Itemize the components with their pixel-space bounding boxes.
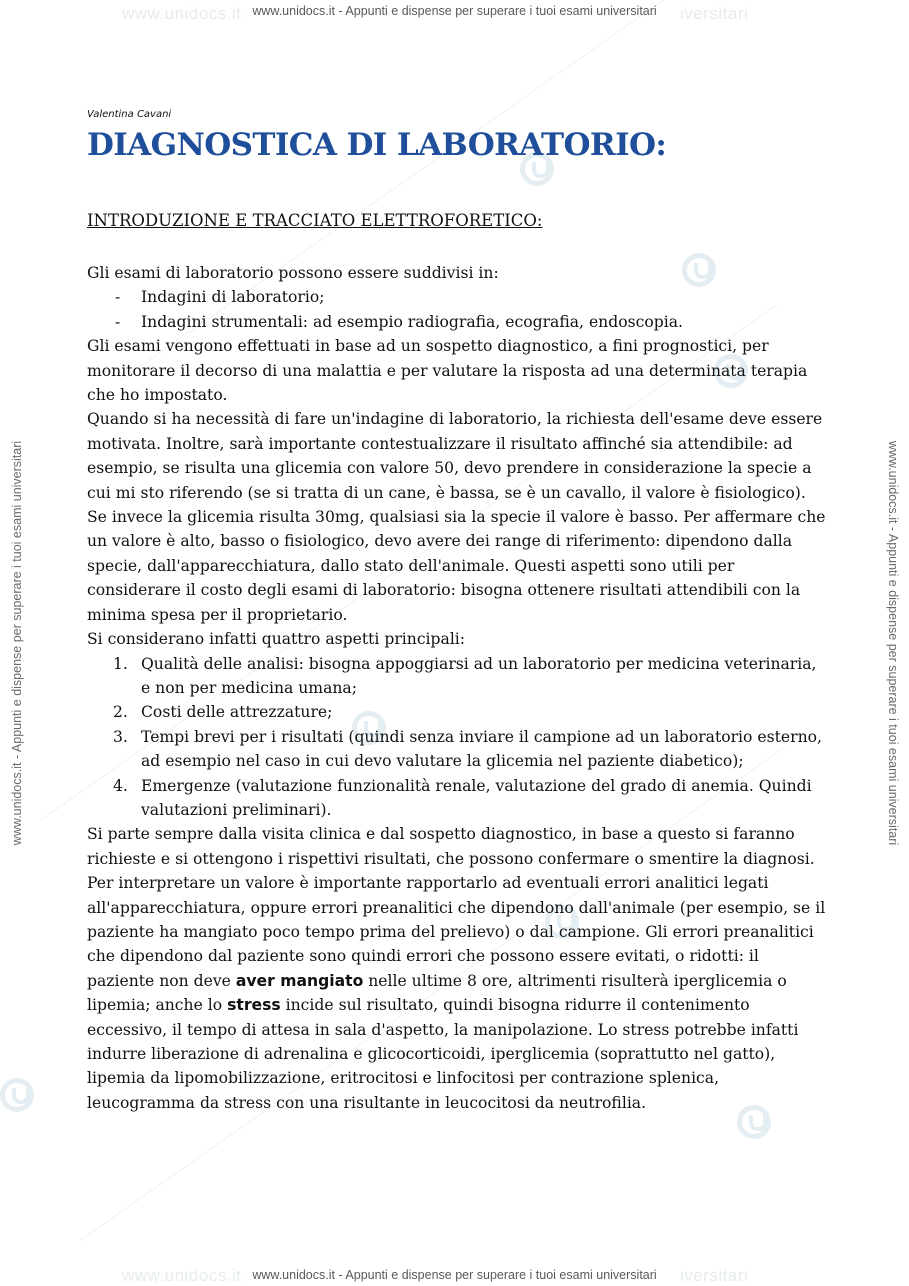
list-item-text: Tempi brevi per i risultati (quindi senza inviare il campione ad un laboratorio esterno, ad esempio nel caso in cui devo valutare la glicemia nel paziente diabetico); — [141, 727, 822, 771]
watermark-header: www.unidocs.it - Appunti e dispense per superare i tuoi esami universitari — [252, 4, 657, 18]
watermark-footer: www.unidocs.it - Appunti e dispense per superare i tuoi esami universitari — [252, 1268, 657, 1282]
list-item-text: Indagini di laboratorio; — [141, 288, 325, 307]
paragraph — [87, 871, 827, 1115]
watermark-logo-icon — [0, 1078, 34, 1112]
paragraph: Gli esami vengono effettuati in base ad un sospetto diagnostico, a fini prognostici, per monitorare il decorso di una malattia e per valutare la risposta ad una determinata terapia che ho impostato. — [87, 337, 808, 405]
paragraph-text: Per interpretare un valore è importante rapportarlo ad eventuali errori analitici legati all'apparecchiatura, oppure errori preanalitici che dipendono dall'animale (per esempio, se il paziente ha mangiato poco tempo prima del prelievo) o dal campione. Gli errori preanalitici che dipendono dal paziente sono quindi errori che possono essere evitati, o ridotti: il paziente non deve — [87, 874, 826, 990]
watermark-ghost-text: www.unidocs.it — [122, 1266, 242, 1285]
paragraph: Quando si ha necessità di fare un'indagine di laboratorio, la richiesta dell'esame deve essere motivata. Inoltre, sarà importante contestualizzare il risultato affinché sia attendibile: ad esempio, se risulta una glicemia con valore 50, devo prendere in considerazione la specie a cui mi sto riferendo (se si tratta di un cane, è bassa, se è un cavallo, il valore è fisiologico). Se invece la glicemia risulta 30mg, qualsiasi sia la specie il valore è basso. Per affermare che un valore è alto, basso o fisiologico, devo avere dei range di riferimento: dipendono dalla specie, dall'apparecchiatura, dallo stato dell'animale. Questi aspetti sono utili per considerare il costo degli esami di laboratorio: bisogna ottenere risultati attendibili con la minima spesa per il proprietario. — [87, 410, 826, 624]
section-heading: INTRODUZIONE E TRACCIATO ELETTROFORETICO: — [87, 211, 543, 230]
list-number: 4. — [113, 776, 128, 795]
paragraph: Gli esami di laboratorio possono essere suddivisi in: — [87, 264, 499, 282]
numbered-list — [87, 652, 827, 823]
watermark-ghost-text: iversitari — [680, 4, 749, 23]
list-number: 2. — [113, 703, 128, 722]
list-item — [87, 285, 827, 309]
watermark-side-left: www.unidocs.it - Appunti e dispense per superare i tuoi esami universitari — [10, 440, 24, 846]
list-number: 3. — [113, 727, 128, 746]
list-item-text: Indagini strumentali: ad esempio radiografia, ecografia, endoscopia. — [141, 312, 683, 331]
list-item — [87, 700, 827, 724]
document-title: DIAGNOSTICA DI LABORATORIO: — [87, 127, 667, 163]
list-item — [87, 652, 827, 701]
list-item — [87, 725, 827, 774]
list-number: 1. — [113, 654, 128, 673]
author-name: Valentina Cavani — [87, 109, 172, 120]
list-item-text: Emergenze (valutazione funzionalità renale, valutazione del grado di anemia. Quindi valutazioni preliminari). — [141, 776, 812, 819]
bold-term: aver mangiato — [235, 971, 364, 990]
list-item — [87, 310, 827, 334]
bullet-list — [87, 285, 827, 334]
dash-marker: - — [115, 312, 121, 331]
watermark-ghost-text: www.unidocs.it — [122, 4, 242, 23]
paragraph-text: nelle ultime 8 ore, altrimenti risulterà iperglicemia o lipemia; anche lo — [87, 971, 787, 1015]
paragraph: Si considerano infatti quattro aspetti principali: — [87, 630, 466, 649]
paragraph: Si parte sempre dalla visita clinica e dal sospetto diagnostico, in base a questo si faranno richieste e si ottengono i rispettivi risultati, che possono confermare o smentire la diagnosi. — [87, 825, 815, 868]
dash-marker: - — [115, 288, 121, 307]
watermark-ghost-text: iversitari — [680, 1266, 749, 1285]
document-body — [87, 261, 827, 1115]
watermark-side-right: www.unidocs.it - Appunti e dispense per superare i tuoi esami universitari — [886, 440, 900, 846]
list-item-text: Costi delle attrezzature; — [141, 703, 333, 722]
list-item — [87, 774, 827, 823]
paragraph-text: incide sul risultato, quindi bisogna ridurre il contenimento eccessivo, il tempo di attesa in sala d'aspetto, la manipolazione. Lo stress potrebbe infatti indurre liberazione di adrenalina e glicocorticoidi, iperglicemia (soprattutto nel gatto), lipemia da lipomobilizzazione, eritrocitosi e linfocitosi per contrazione splenica, leucogramma da stress con una risultante in leucocitosi da neutrofilia. — [87, 996, 799, 1112]
list-item-text: Qualità delle analisi: bisogna appoggiarsi ad un laboratorio per medicina veterinaria, e non per medicina umana; — [141, 654, 817, 697]
bold-term: stress — [227, 996, 281, 1015]
